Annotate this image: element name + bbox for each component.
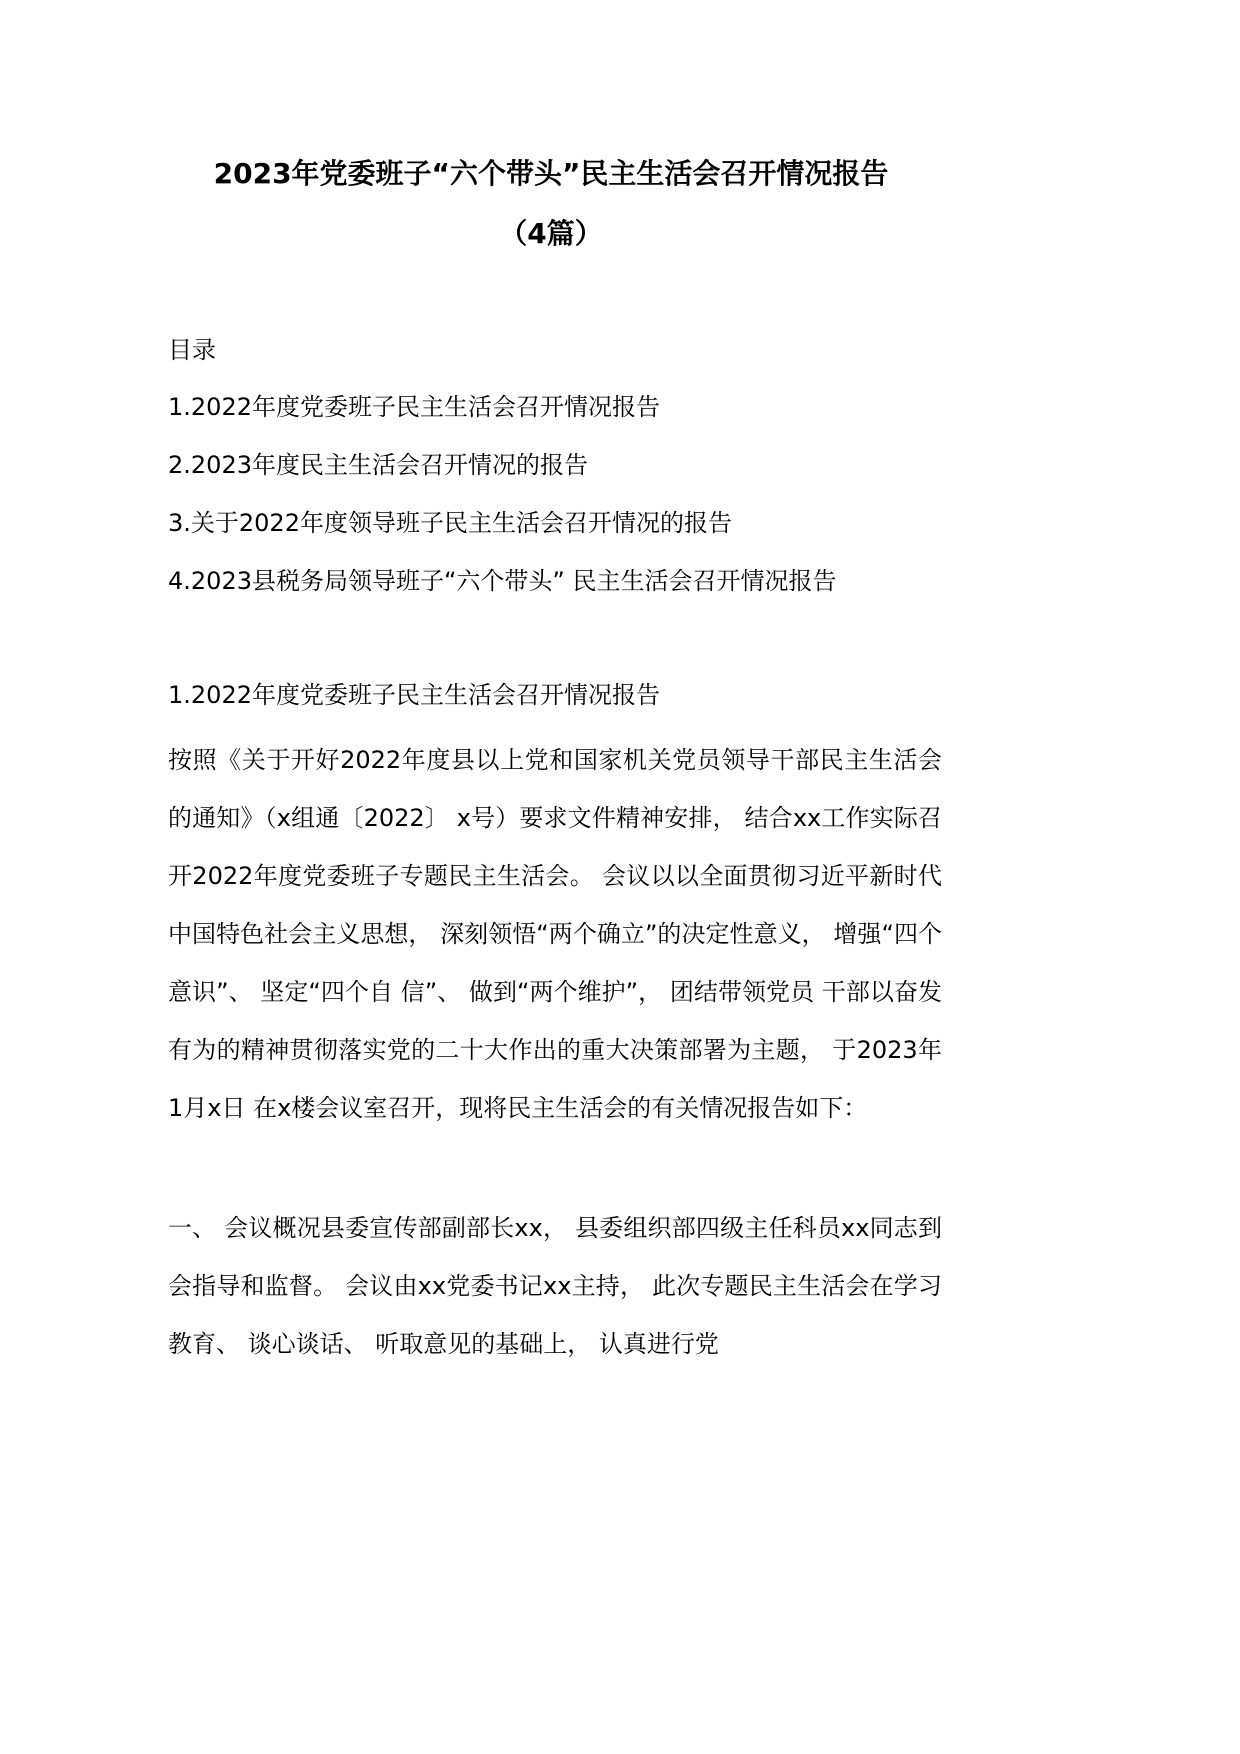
toc-item: 1.2022年度党委班子民主生活会召开情况报告 <box>168 393 660 421</box>
document-title-count: （4篇） <box>499 217 603 250</box>
body-paragraph: 一、 会议概况县委宣传部副部长xx， 县委组织部四级主任科员xx同志到会指导和监督。 会议由xx党委书记xx主持， 此次专题民主生活会在学习教育、 谈心谈话、 听取意见的基础上， 认真进行党 <box>168 1214 942 1358</box>
toc-heading: 目录 <box>168 336 216 364</box>
toc-item: 2.2023年度民主生活会召开情况的报告 <box>168 451 588 479</box>
table-of-contents <box>168 385 942 617</box>
toc-item: 3.关于2022年度领导班子民主生活会召开情况的报告 <box>168 509 732 537</box>
document-title: 2023年党委班子“六个带头”民主生活会召开情况报告 <box>213 157 889 190</box>
section-title: 1.2022年度党委班子民主生活会召开情况报告 <box>168 681 660 709</box>
body-paragraph: 按照《关于开好2022年度县以上党和国家机关党员领导干部民主生活会的通知》（x组通〔2022〕 x号）要求文件精神安排， 结合xx工作实际召开2022年度党委班子专题民主生活会。 会议以以全面贯彻习近平新时代中国特色社会主义思想， 深刻领悟“两个确立”的决定性意义， 增强“四个意识”、 坚定“四个自 信”、 做到“两个维护”， 团结带领党员 干部以奋发有为的精神贯彻落实党的二十大作出的重大决策部署为主题， 于2023年1月x日 在x楼会议室召开，现将民主生活会的有关情况报告如下： <box>168 746 942 1122</box>
document-body <box>168 328 942 1373</box>
toc-item: 4.2023县税务局领导班子“六个带头” 民主生活会召开情况报告 <box>168 567 837 595</box>
